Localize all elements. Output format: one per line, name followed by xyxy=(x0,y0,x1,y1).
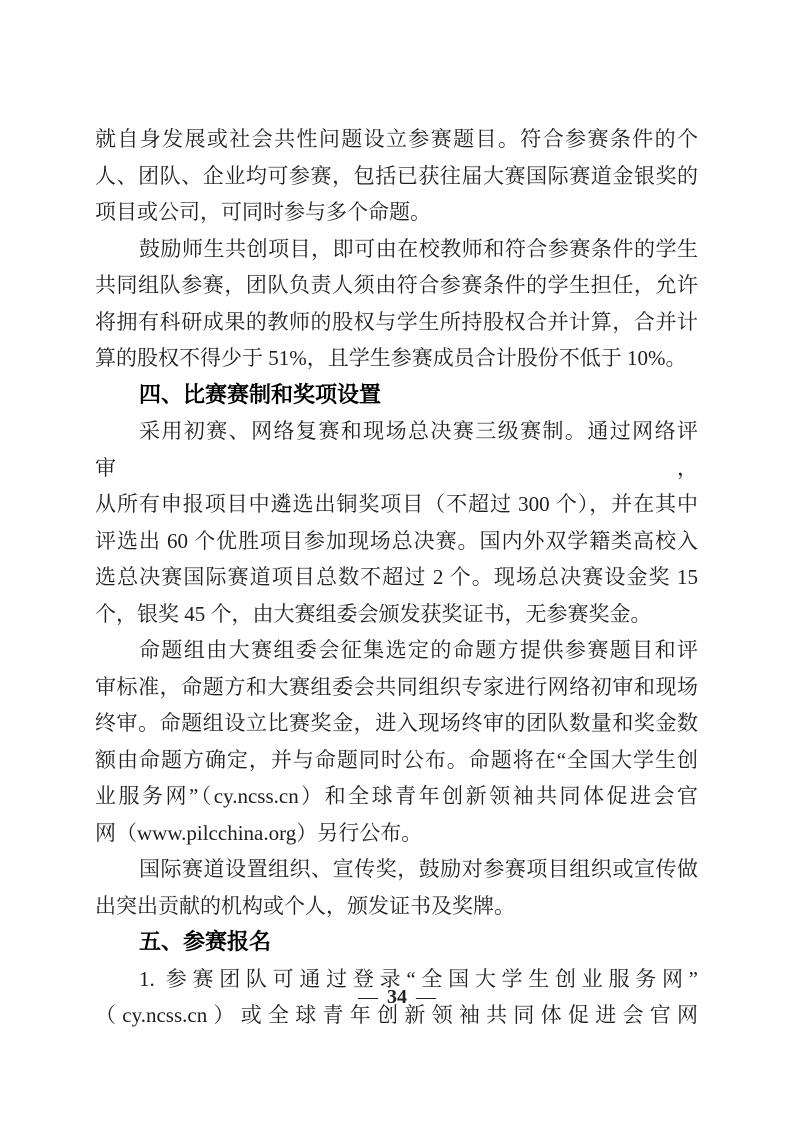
body-line: 出突出贡献的机构或个人，颁发证书及奖牌。 xyxy=(95,893,515,918)
body-line: 网（www.pilcchina.org）另行公布。 xyxy=(95,820,423,845)
body-line: 1. 参赛团队可通过登录“全国大学生创业服务网” xyxy=(139,966,698,991)
body-line: 鼓励师生共创项目，即可由在校教师和符合参赛条件的学生 xyxy=(139,236,698,261)
body-line: 评选出 60 个优胜项目参加现场总决赛。国内外双学籍类高校入 xyxy=(95,528,698,553)
body-line: 额由命题方确定，并与命题同时公布。命题将在“全国大学生创 xyxy=(95,747,698,772)
text-column xyxy=(95,121,698,1034)
body-line: 个，银奖 45 个，由大赛组委会颁发获奖证书，无参赛奖金。 xyxy=(95,601,652,626)
page-footer xyxy=(0,984,794,1010)
footer-dash-left: — xyxy=(358,986,378,1008)
body-line: （cy.ncss.cn）或全球青年创新领袖共同体促进会官网 xyxy=(95,1003,698,1027)
section-heading-5: 五、参赛报名 xyxy=(139,929,272,954)
body-line: 选总决赛国际赛道项目总数不超过 2 个。现场总决赛设金奖 15 xyxy=(95,565,698,589)
body-line: 审标准，命题方和大赛组委会共同组织专家进行网络初审和现场 xyxy=(95,674,698,699)
body-line: 共同组队参赛，团队负责人须由符合参赛条件的学生担任，允许 xyxy=(95,273,698,297)
body-line: 终审。命题组设立比赛奖金，进入现场终审的团队数量和奖金数 xyxy=(95,711,698,735)
page-number: 34 xyxy=(387,986,407,1008)
body-line: 业服务网”（cy.ncss.cn）和全球青年创新领袖共同体促进会官 xyxy=(95,784,698,808)
body-line: 项目或公司，可同时参与多个命题。 xyxy=(95,200,431,224)
section-heading-4: 四、比赛赛制和奖项设置 xyxy=(139,381,382,407)
body-line: 将拥有科研成果的教师的股权与学生所持股权合并计算，合并计 xyxy=(95,309,698,334)
body-line: 采用初赛、网络复赛和现场总决赛三级赛制。通过网络评审， xyxy=(95,419,698,480)
footer-dash-right: — xyxy=(416,986,436,1008)
body-line: 命题组由大赛组委会征集选定的命题方提供参赛题目和评 xyxy=(139,638,698,662)
body-line: 算的股权不得少于 51%，且学生参赛成员合计股份不低于 10%。 xyxy=(95,346,687,370)
body-line: 人、团队、企业均可参赛，包括已获往届大赛国际赛道金银奖的 xyxy=(95,163,698,188)
body-line: 国际赛道设置组织、宣传奖，鼓励对参赛项目组织或宣传做 xyxy=(139,857,698,881)
body-line: 就自身发展或社会共性问题设立参赛题目。符合参赛条件的个 xyxy=(95,127,698,151)
body-line: 从所有申报项目中遴选出铜奖项目（不超过 300 个），并在其中 xyxy=(95,492,698,516)
